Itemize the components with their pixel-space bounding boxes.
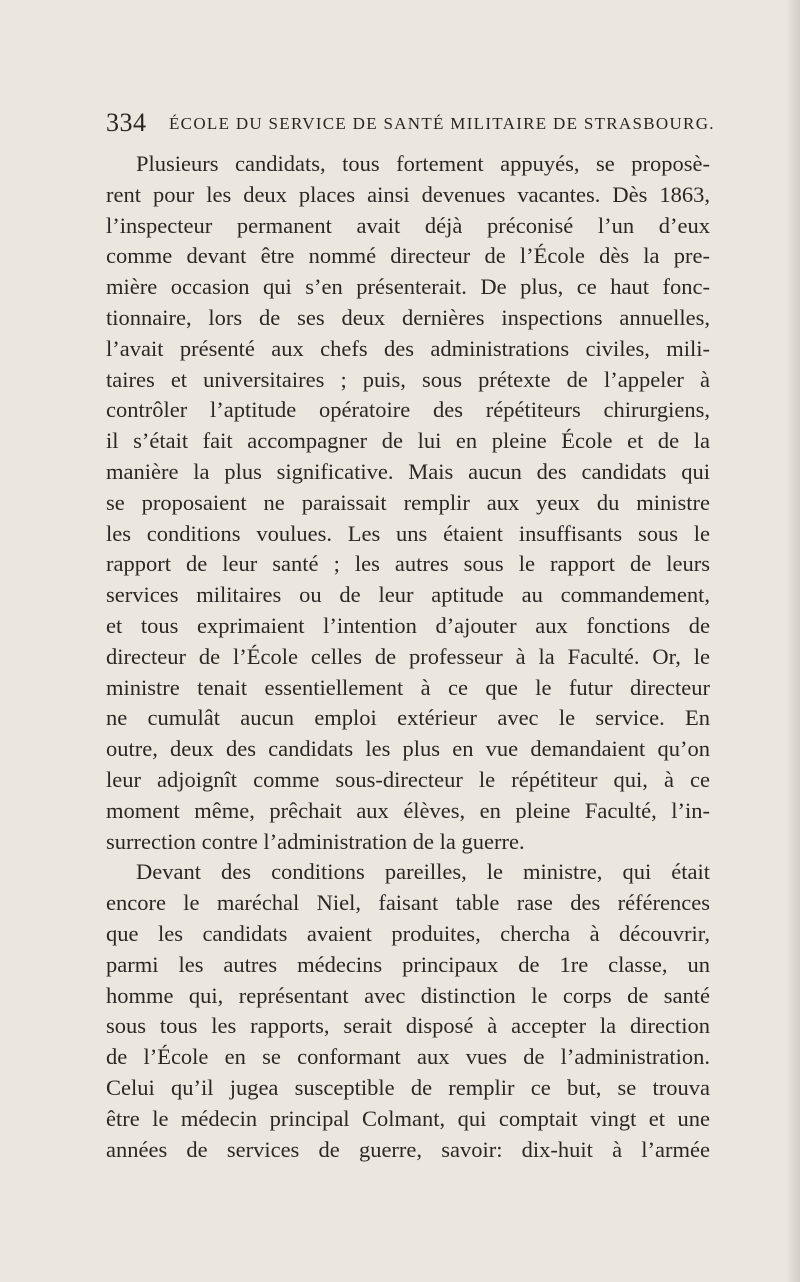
text-line: contrôler l’aptitude opératoire des répétiteurs chirurgiens, <box>106 397 710 423</box>
text-line: l’inspecteur permanent avait déjà préconisé l’un d’eux <box>106 212 710 238</box>
text-line: outre, deux des candidats les plus en vue demandaient qu’on <box>106 736 710 762</box>
text-line: les conditions voulues. Les uns étaient insuffisants sous le <box>106 520 710 546</box>
text-line: se proposaient ne paraissait remplir aux yeux du ministre <box>106 489 710 515</box>
text-line: rapport de leur santé ; les autres sous le rapport de leurs <box>106 551 710 577</box>
text-line: mière occasion qui s’en présenterait. De plus, ce haut fonc- <box>106 274 710 300</box>
text-line: Devant des conditions pareilles, le ministre, qui était <box>136 859 710 885</box>
text-line: l’avait présenté aux chefs des administrations civiles, mili- <box>106 335 710 361</box>
running-head: ÉCOLE DU SERVICE DE SANTÉ MILITAIRE DE STRASBOURG. <box>169 114 715 133</box>
text-line: surrection contre l’administration de la guerre. <box>106 828 525 854</box>
text-line: comme devant être nommé directeur de l’École dès la pre- <box>106 243 710 269</box>
text-line: Celui qu’il jugea susceptible de remplir ce but, se trouva <box>106 1074 710 1100</box>
text-line: services militaires ou de leur aptitude au commandement, <box>106 582 710 608</box>
text-line: manière la plus significative. Mais aucun des candidats qui <box>106 458 710 484</box>
text-line: de l’École en se conformant aux vues de l’administration. <box>106 1044 710 1070</box>
text-line: homme qui, représentant avec distinction le corps de santé <box>106 982 710 1008</box>
text-line: que les candidats avaient produites, chercha à découvrir, <box>106 920 710 946</box>
text-line: directeur de l’École celles de professeur à la Faculté. Or, le <box>106 643 710 669</box>
text-line: taires et universitaires ; puis, sous prétexte de l’appeler à <box>106 366 710 392</box>
text-line: être le médecin principal Colmant, qui comptait vingt et une <box>106 1105 710 1131</box>
text-line: tionnaire, lors de ses deux dernières inspections annuelles, <box>106 304 710 330</box>
page-edge-shadow <box>786 0 800 1282</box>
body-text <box>106 149 710 1165</box>
text-line: et tous exprimaient l’intention d’ajouter aux fonctions de <box>106 612 710 638</box>
page-header <box>106 108 716 142</box>
text-line: il s’était fait accompagner de lui en pleine École et de la <box>106 428 710 454</box>
text-line: encore le maréchal Niel, faisant table rase des références <box>106 890 710 916</box>
page-number: 334 <box>106 108 147 137</box>
text-line: moment même, prêchait aux élèves, en pleine Faculté, l’in- <box>106 797 710 823</box>
text-line: rent pour les deux places ainsi devenues vacantes. Dès 1863, <box>106 181 710 207</box>
text-line: ministre tenait essentiellement à ce que le futur directeur <box>106 674 710 700</box>
text-line: ne cumulât aucun emploi extérieur avec le service. En <box>106 705 710 731</box>
text-line: parmi les autres médecins principaux de 1re classe, un <box>106 951 710 977</box>
text-line: années de services de guerre, savoir: dix-huit à l’armée <box>106 1136 710 1162</box>
text-line: sous tous les rapports, serait disposé à accepter la direction <box>106 1013 710 1039</box>
text-line: Plusieurs candidats, tous fortement appuyés, se proposè- <box>136 151 710 176</box>
text-line: leur adjoignît comme sous-directeur le répétiteur qui, à ce <box>106 766 710 792</box>
